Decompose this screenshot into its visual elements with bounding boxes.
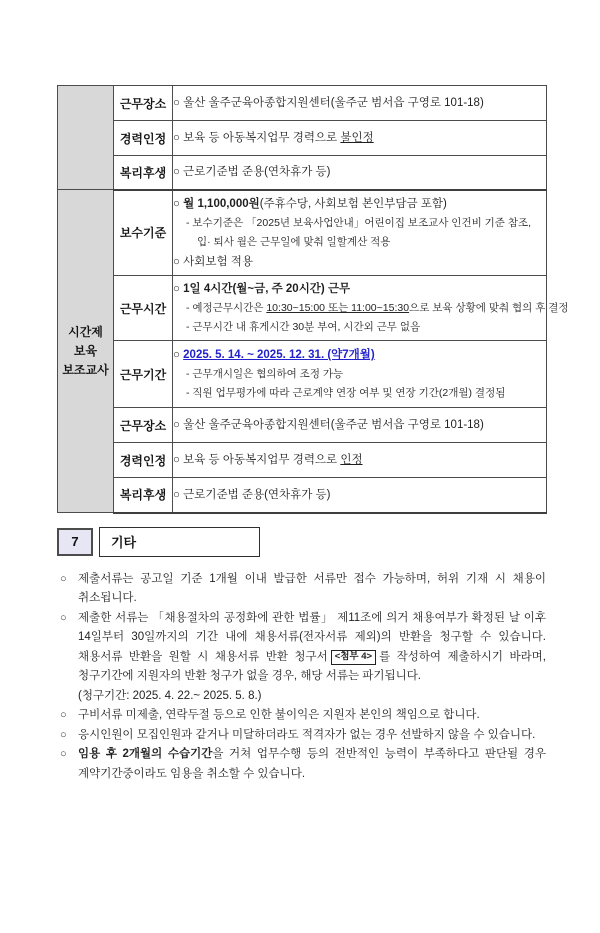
job-conditions-table — [57, 85, 569, 514]
cell-label-work-place-2: 근무장소 — [114, 408, 173, 443]
period-line2: - 근무개시일은 협의하여 조정 가능 — [186, 368, 344, 380]
pay-line1-pre: ○ — [173, 197, 184, 210]
cell-label-work-hours: 근무시간 — [114, 276, 173, 341]
bullet-text-4: 응시인원이 모집인원과 같거나 미달하더라도 적격자가 없는 경우 선발하지 않을 수 있습니다. — [78, 728, 536, 741]
bullet2-part2: 를 작성하여 제출하시기 바라며, 청구기간에 지원자의 반환 청구가 없을 경우, 해당 서류는 파기됩니다. — [78, 650, 546, 682]
cell-content-work-place-1 — [173, 86, 547, 121]
cell-content-work-hours — [173, 276, 569, 341]
cell-label-career-2: 경력인정 — [114, 443, 173, 478]
cell-label-pay-standard: 보수기준 — [114, 190, 173, 276]
page-root — [0, 85, 600, 933]
bullet-marker: ○ — [60, 728, 67, 741]
bullet-item-5 — [60, 745, 546, 784]
bullet-item-2 — [60, 609, 546, 707]
hours-line2-pre: - 예정근무시간은 — [186, 302, 267, 314]
cell-label-welfare-1: 복리후생 — [114, 156, 173, 190]
pay-line2: - 보수기준은 「2025년 보육사업안내」어린이집 보조교사 인건비 기준 참조, — [186, 216, 532, 229]
bullet-marker: ○ — [60, 748, 67, 760]
bullet-marker: ○ — [60, 709, 67, 721]
cell-content-welfare-1 — [173, 156, 547, 190]
cell-content-pay-standard — [173, 190, 547, 276]
pay-line1 — [173, 194, 546, 214]
pay-line1-post: (주휴수당, 사회보험 본인부담금 포함) — [259, 197, 447, 210]
bullet-item-4 — [60, 726, 546, 746]
section7-header — [57, 528, 600, 557]
pay-line1-amount: 월 1,100,000원 — [183, 197, 260, 210]
cell-label-work-place-1: 근무장소 — [114, 86, 173, 121]
bullet2-claim-period: (청구기간: 2025. 4. 22.~ 2025. 5. 8.) — [78, 689, 262, 702]
cell-label-welfare-2: 복리후생 — [114, 478, 173, 513]
cell-content-welfare-2 — [173, 478, 547, 513]
cell-content-career-2 — [173, 443, 547, 478]
bullet-text-5 — [78, 745, 546, 784]
hours-line2 — [173, 299, 569, 318]
attachment-ref-box: <첨부 4> — [331, 650, 376, 665]
work-place-text-2: ○ 울산 울주군육아종합지원센터(울주군 범서읍 구영로 101-18) — [173, 419, 484, 431]
section-title-box: 기타 — [99, 527, 260, 557]
cell-label-work-period: 근무기간 — [114, 341, 173, 408]
pay-line3: 입· 퇴사 월은 근무일에 맞춰 일할계산 적용 — [197, 235, 391, 248]
group-label-line3: 보조교사 — [62, 362, 109, 377]
cell-content-work-place-2 — [173, 408, 547, 443]
period-date-range: 2025. 5. 14. ~ 2025. 12. 31. (약7개월) — [183, 349, 375, 361]
cell-label-career-1: 경력인정 — [114, 121, 173, 156]
group-label-line1: 시간제 — [68, 324, 103, 339]
period-line1-pre: ○ — [173, 349, 184, 361]
pay-line4: ○ 사회보험 적용 — [173, 255, 253, 268]
group-cell-parttime-assistant — [58, 190, 114, 513]
welfare-text-1: ○ 근로기준법 준용(연차휴가 등) — [173, 166, 331, 179]
bullet-text-2 — [78, 609, 546, 707]
bullet-item-3 — [60, 706, 546, 726]
career-text-1-pre: ○ 보육 등 아동복지업무 경력으로 — [173, 132, 341, 144]
hours-line2-post: 으로 보육 상황에 맞춰 협의 후 결정 — [409, 302, 569, 314]
group-label-line2: 보육 — [73, 343, 98, 358]
period-line1 — [173, 345, 546, 365]
career-text-2-pre: ○ 보육 등 아동복지업무 경력으로 — [173, 454, 341, 466]
work-place-text-1: ○ 울산 울주군육아종합지원센터(울주군 범서읍 구영로 101-18) — [173, 97, 484, 109]
career-text-2-underlined: 인정 — [340, 454, 363, 466]
bullet-text-2-flow — [78, 609, 546, 687]
bullet-marker: ○ — [60, 572, 67, 585]
bullet-marker: ○ — [60, 611, 67, 624]
section7-bullet-list — [60, 570, 546, 785]
bullet-text-3: 구비서류 미제출, 연락두절 등으로 인한 불이익은 지원자 본인의 책임으로 합니다. — [78, 709, 480, 721]
career-text-1 — [173, 128, 546, 148]
bullet5-bold: 임용 후 2개월의 수습기간 — [78, 748, 213, 760]
career-text-1-underlined: 불인정 — [340, 132, 374, 144]
hours-line1: ○ 1일 4시간(월~금, 주 20시간) 근무 — [173, 283, 351, 295]
cell-content-career-1 — [173, 121, 547, 156]
hours-line2-times: 10:30~15:00 또는 11:00~15:30 — [266, 302, 410, 314]
group-cell-blank — [58, 86, 114, 190]
bullet-text-1: 제출서류는 공고일 기준 1개월 이내 발급한 서류만 접수 가능하며, 허위 기재 시 채용이 취소됩니다. — [78, 572, 546, 604]
bullet-item-1 — [60, 570, 546, 609]
bullet5-rest: 을 거쳐 업무수행 등의 전반적인 능력이 부족하다고 판단될 경우 계약기간중이라도 임용을 취소할 수 있습니다. — [78, 748, 546, 780]
cell-content-work-period — [173, 341, 547, 408]
hours-line3: - 근무시간 내 휴게시간 30분 부여, 시간외 근무 없음 — [186, 321, 421, 333]
welfare-text-2: ○ 근로기준법 준용(연차휴가 등) — [173, 488, 331, 501]
career-text-2 — [173, 450, 546, 470]
bullet2-part1: 제출한 서류는 「채용절차의 공정화에 관한 법률」 제11조에 의거 채용여부가 확정된 날 이후 14일부터 30일까지의 기간 내에 채용서류(전자서류 제외)의 반환을 청구할 수 있습니다. 채용서류 반환을 원할 시 채용서류 반환 청구서 — [78, 611, 546, 663]
section-number-box: 7 — [57, 528, 93, 556]
period-line3: - 직원 업무평가에 따라 근로계약 연장 여부 및 연장 기간(2개월) 결정됨 — [186, 387, 506, 399]
